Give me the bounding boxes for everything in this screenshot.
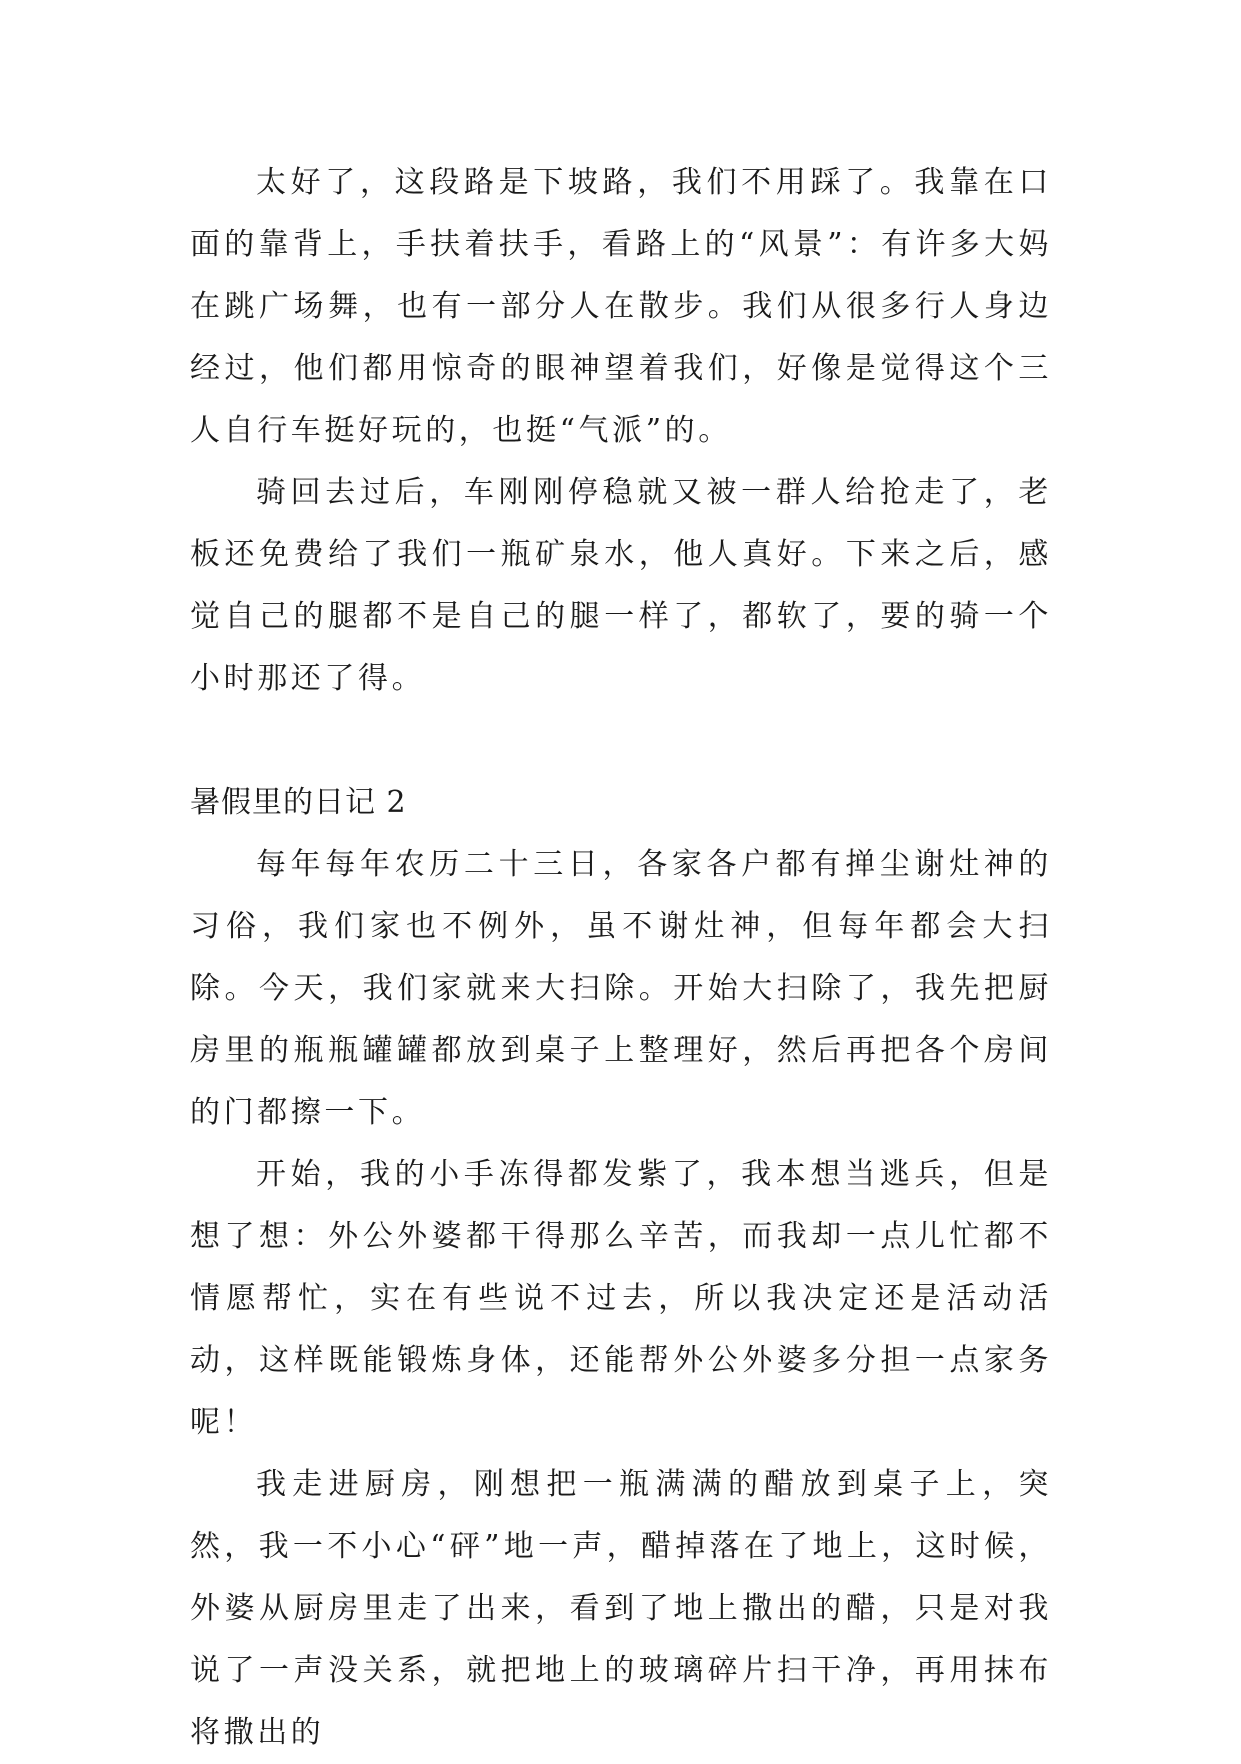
section-spacer bbox=[190, 710, 1052, 772]
document-body bbox=[190, 152, 1052, 1764]
diary-title: 暑假里的日记 2 bbox=[190, 785, 407, 820]
paragraph-return-bike: 骑回去过后，车刚刚停稳就又被一群人给抢走了，老板还免费给了我们一瓶矿泉水，他人真好。下来之后，感觉自己的腿都不是自己的腿一样了，都软了，要的骑一个小时那还了得。 bbox=[190, 475, 1052, 696]
paragraph-vinegar: 我走进厨房，刚想把一瓶满满的醋放到桌子上，突然，我一不小心“砰”地一声，醋掉落在了地上，这时候，外婆从厨房里走了出来，看到了地上撒出的醋，只是对我说了一声没关系，就把地上的玻璃碎片扫干净，再用抹布将撒出的 bbox=[190, 1467, 1052, 1750]
paragraph-bike-ride: 太好了，这段路是下坡路，我们不用踩了。我靠在口面的靠背上，手扶着扶手，看路上的“风景”：有许多大妈在跳广场舞，也有一部分人在散步。我们从很多行人身边经过，他们都用惊奇的眼神望着我们，好像是觉得这个三人自行车挺好玩的，也挺“气派”的。 bbox=[190, 165, 1052, 448]
paragraph-cleaning-custom: 每年每年农历二十三日，各家各户都有掸尘谢灶神的习俗，我们家也不例外，虽不谢灶神，但每年都会大扫除。今天，我们家就来大扫除。开始大扫除了，我先把厨房里的瓶瓶罐罐都放到桌子上整理好，然后再把各个房间的门都擦一下。 bbox=[190, 847, 1052, 1130]
paragraph-cold-hands: 开始，我的小手冻得都发紫了，我本想当逃兵，但是想了想：外公外婆都干得那么辛苦，而我却一点儿忙都不情愿帮忙，实在有些说不过去，所以我决定还是活动活动，这样既能锻炼身体，还能帮外公外婆多分担一点家务呢！ bbox=[190, 1157, 1052, 1440]
